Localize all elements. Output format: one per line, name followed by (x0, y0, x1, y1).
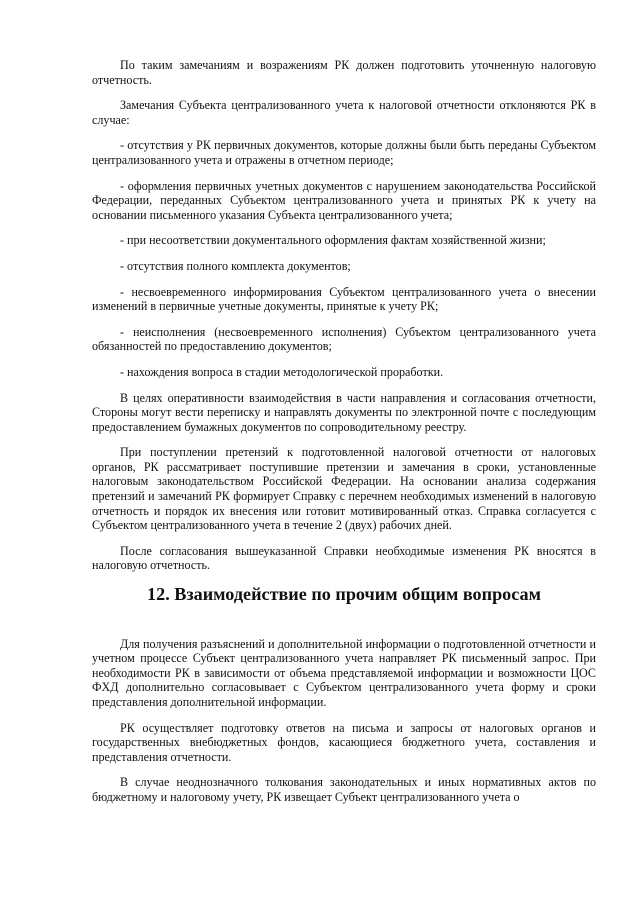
paragraph-clarifications: Для получения разъяснений и дополнительной информации о подготовленной отчетности и учетном процессе Субъект централизованного учета направляет РК письменный запрос. При необходимости РК в зависимости от объема представляемой информации и возможности ЦОС ФХД дополнительно согласовывает с Субъектом централизованного учета форму и сроки представления дополнительной информации. (92, 636, 596, 709)
list-item-missing-documents: - отсутствия у РК первичных документов, которые должны были быть переданы Субъектом централизованного учета и отражены в отчетном периоде; (92, 138, 596, 167)
paragraph-tax-claims: При поступлении претензий к подготовленной налоговой отчетности от налоговых органов, РК рассматривает поступившие претензии и замечания в сроки, установленные налоговым законодательством Российской Федерации. На основании анализа содержания претензий и замечаний РК формирует Справку с перечнем необходимых изменений в налоговую отчетность и порядок их внесения или готовит мотивированный отказ. Справка согласуется с Субъектом централизованного учета в течение 2 (двух) рабочих дней. (92, 445, 596, 533)
paragraph-responses: РК осуществляет подготовку ответов на письма и запросы от налоговых органов и государственных внебюджетных фондов, касающиеся бюджетного учета, составления и представления отчетности. (92, 720, 596, 764)
list-item-violation-of-law: - оформления первичных учетных документов с нарушением законодательства Российской Федерации, переданных Субъектом централизованного учета и принятых РК к учету на основании письменного указания Субъекта централизованного учета; (92, 178, 596, 222)
paragraph-email-correspondence: В целях оперативности взаимодействия в части направления и согласования отчетности, Стороны могут вести переписку и направлять документы по электронной почте с последующим предоставлением бумажных документов по сопроводительному реестру. (92, 390, 596, 434)
list-item-non-fulfillment: - неисполнения (несвоевременного исполнения) Субъектом централизованного учета обязанностей по предоставлению документов; (92, 324, 596, 354)
paragraph-ambiguous-interpretation: В случае неоднозначного толкования законодательных и иных нормативных актов по бюджетному и налоговому учету, РК извещает Субъект централизованного учета о (92, 775, 596, 804)
section-heading: 12. Взаимодействие по прочим общим вопросам (147, 584, 541, 605)
list-item-inconsistency: - при несоответствии документального оформления фактам хозяйственной жизни; (120, 233, 546, 248)
list-item-incomplete-set: - отсутствия полного комплекта документов; (120, 258, 351, 273)
paragraph-revised-reporting: По таким замечаниям и возражениям РК должен подготовить уточненную налоговую отчетность. (92, 58, 596, 87)
paragraph-rejection-cases: Замечания Субъекта централизованного учета к налоговой отчетности отклоняются РК в случае: (92, 98, 596, 127)
list-item-methodology: - нахождения вопроса в стадии методологической проработки. (120, 364, 444, 379)
list-item-late-notification: - несвоевременного информирования Субъектом централизованного учета о внесении изменений в первичные учетные документы, принятые к учету РК; (92, 284, 596, 314)
paragraph-after-approval: После согласования вышеуказанной Справки необходимые изменения РК вносятся в налоговую отчетность. (92, 543, 596, 573)
